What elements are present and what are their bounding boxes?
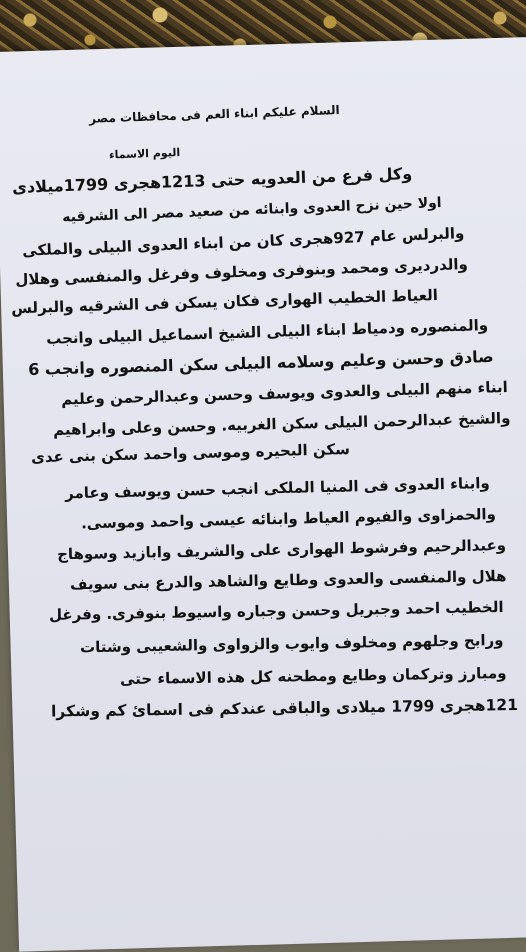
letter-line: وكل فرع من العدويه حتى 1213هجرى 1799ميلادى (11, 164, 413, 197)
letter-heading: اليوم الاسماء (108, 146, 181, 162)
letter-line: 121هجرى 1799 ميلادى والباقى عندكم فى اسمائ كم وشكرا (51, 696, 519, 721)
letter-line: ابناء منهم البيلى والعدوى ويوسف وحسن وعبدالرحمن وعليم (61, 378, 509, 409)
letter-line: والشيخ عبدالرحمن البيلى سكن الغربيه. وحسن وعلى وابراهيم (52, 409, 511, 439)
letter-line: صادق وحسن وعليم وسلامه البيلى سكن المنصوره وانجب 6 (28, 347, 495, 379)
letter-line: والمنصوره ودمياط ابناء البيلى الشيخ اسماعيل البيلى وانجب (45, 316, 489, 348)
letter-line: ورابح وجلهوم ومخلوف وايوب والزواوى والشعيبى وشتات (80, 631, 505, 657)
letter-line: ومبارز وتركمان وطايع ومطحنه كل هذه الاسماء حتى (119, 664, 507, 689)
letter-line: وعبدالرحيم وفرشوط الهوارى على والشريف وابازيد وسوهاج (56, 536, 507, 564)
letter-line: سكن البحيره وموسى واحمد سكن بنى عدى (31, 440, 351, 467)
letter-line: هلال والمنفسى والعدوى وطايع والشاهد والدرع بنى سويف (69, 567, 507, 594)
letter-line: الخطيب احمد وجبريل وحسن وجباره واسيوط بنوفرى. وفرغل (49, 598, 505, 624)
letter-line: والدرديرى ومحمد وبنوفرى ومخلوف وفرغل والمنفسى وهلال (15, 255, 469, 289)
letter-line: والبرلس عام 927هجرى كان من ابناء العدوى البيلى والملكى (21, 224, 465, 260)
letter-line: العياط الخطيب الهوارى فكان يسكن فى الشرقيه والبرلس (11, 286, 439, 318)
letter-greeting: السلام عليكم ابناء العم فى محافظات مصر (89, 103, 341, 126)
letter-line: والحمزاوى والفيوم العياط وابنائه عيسى واحمد وموسى. (81, 505, 497, 533)
letter-line: وابناء العدوى فى المنيا الملكى انجب حسن ويوسف وعامر (65, 474, 491, 503)
letter-line: اولا حين نزح العدوى وابنائه من صعيد مصر الى الشرقيه (62, 195, 443, 226)
